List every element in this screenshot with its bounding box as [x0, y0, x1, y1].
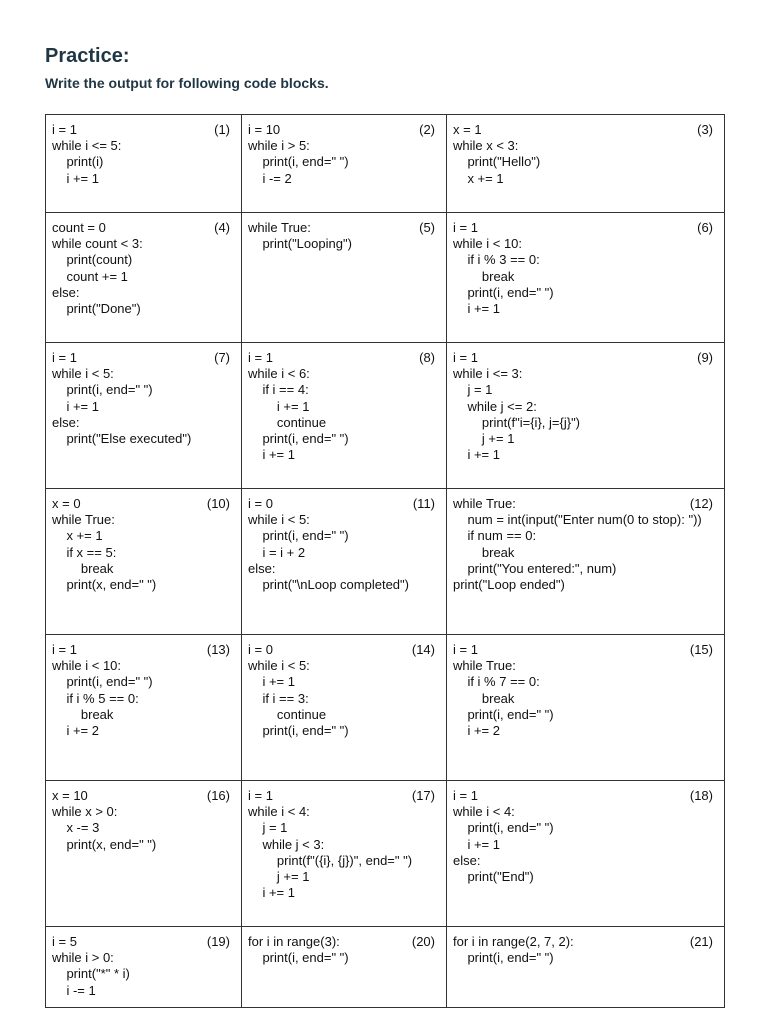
code-block: i = 1 while i <= 3: j = 1 while j <= 2: print(f"i={i}, j={j}") j += 1 i += 1 [453, 350, 581, 463]
code-block: i = 1 while i < 10: print(i, end=" ") if i % 5 == 0: break i += 2 [52, 642, 153, 739]
code-block: i = 0 while i < 5: print(i, end=" ") i = i + 2 else: print("\nLoop completed") [248, 496, 409, 593]
exercise-cell [242, 213, 447, 343]
code-block: for i in range(2, 7, 2): print(i, end=" ") [453, 934, 574, 966]
code-block: i = 10 while i > 5: print(i, end=" ") i -= 2 [248, 122, 349, 186]
code-block: x = 10 while x > 0: x -= 3 print(x, end=" ") [52, 788, 157, 852]
exercise-cell [242, 489, 447, 635]
exercise-number: (12) [689, 496, 713, 511]
exercise-number: (11) [412, 496, 435, 511]
code-block: i = 1 while True: if i % 7 == 0: break print(i, end=" ") i += 2 [453, 642, 554, 739]
code-block: while True: print("Looping") [248, 220, 352, 252]
exercise-cell [46, 115, 242, 213]
code-block: count = 0 while count < 3: print(count) count += 1 else: print("Done") [52, 220, 143, 317]
exercise-cell [46, 213, 242, 343]
grid-row [46, 927, 725, 1008]
page-title: Practice: [45, 45, 130, 67]
code-block: i = 1 while i <= 5: print(i) i += 1 [52, 122, 122, 186]
grid-row [46, 635, 725, 781]
exercise-cell [447, 781, 725, 927]
exercise-cell [46, 781, 242, 927]
exercise-number: (16) [206, 788, 230, 803]
page-subtitle: Write the output for following code blocks. [45, 75, 329, 91]
code-block: x = 1 while x < 3: print("Hello") x += 1 [453, 122, 541, 186]
exercise-cell [447, 489, 725, 635]
exercise-number: (2) [419, 122, 435, 137]
exercise-number: (19) [206, 934, 230, 949]
exercise-number: (1) [214, 122, 230, 137]
exercise-cell [242, 635, 447, 781]
code-block: i = 1 while i < 6: if i == 4: i += 1 continue print(i, end=" ") i += 1 [248, 350, 349, 463]
exercise-cell [447, 927, 725, 1008]
code-block: i = 1 while i < 10: if i % 3 == 0: break print(i, end=" ") i += 1 [453, 220, 554, 317]
grid-row [46, 343, 725, 489]
exercise-number: (9) [697, 350, 713, 365]
exercise-number: (21) [689, 934, 713, 949]
exercise-number: (14) [411, 642, 435, 657]
exercise-number: (7) [214, 350, 230, 365]
exercise-cell [46, 343, 242, 489]
grid-row [46, 213, 725, 343]
code-block: for i in range(3): print(i, end=" ") [248, 934, 349, 966]
code-block: while True: num = int(input("Enter num(0 to stop): ")) if num == 0: break print("You entered:", num) print("Loop ended") [453, 496, 702, 593]
exercise-cell [242, 115, 447, 213]
exercise-cell [46, 635, 242, 781]
exercise-cell [46, 489, 242, 635]
code-block: i = 1 while i < 5: print(i, end=" ") i += 1 else: print("Else executed") [52, 350, 192, 447]
exercise-cell [46, 927, 242, 1008]
grid-row [46, 489, 725, 635]
exercise-number: (6) [697, 220, 713, 235]
exercise-number: (8) [419, 350, 435, 365]
exercise-number: (15) [689, 642, 713, 657]
exercise-cell [447, 115, 725, 213]
exercise-cell [447, 635, 725, 781]
exercise-cell [447, 343, 725, 489]
exercise-number: (4) [214, 220, 230, 235]
code-block: i = 0 while i < 5: i += 1 if i == 3: continue print(i, end=" ") [248, 642, 349, 739]
exercise-cell [242, 781, 447, 927]
exercise-cell [242, 927, 447, 1008]
exercise-number: (13) [206, 642, 230, 657]
code-block: x = 0 while True: x += 1 if x == 5: break print(x, end=" ") [52, 496, 157, 593]
exercise-grid [45, 114, 725, 1008]
exercise-number: (3) [697, 122, 713, 137]
grid-row [46, 781, 725, 927]
exercise-cell [242, 343, 447, 489]
exercise-cell [447, 213, 725, 343]
exercise-number: (10) [206, 496, 230, 511]
exercise-number: (17) [411, 788, 435, 803]
exercise-number: (5) [419, 220, 435, 235]
exercise-number: (20) [411, 934, 435, 949]
grid-row [46, 115, 725, 213]
code-block: i = 5 while i > 0: print("*" * i) i -= 1 [52, 934, 130, 998]
exercise-number: (18) [689, 788, 713, 803]
code-block: i = 1 while i < 4: print(i, end=" ") i += 1 else: print("End") [453, 788, 554, 885]
code-block: i = 1 while i < 4: j = 1 while j < 3: print(f"({i}, {j})", end=" ") j += 1 i += 1 [248, 788, 413, 901]
